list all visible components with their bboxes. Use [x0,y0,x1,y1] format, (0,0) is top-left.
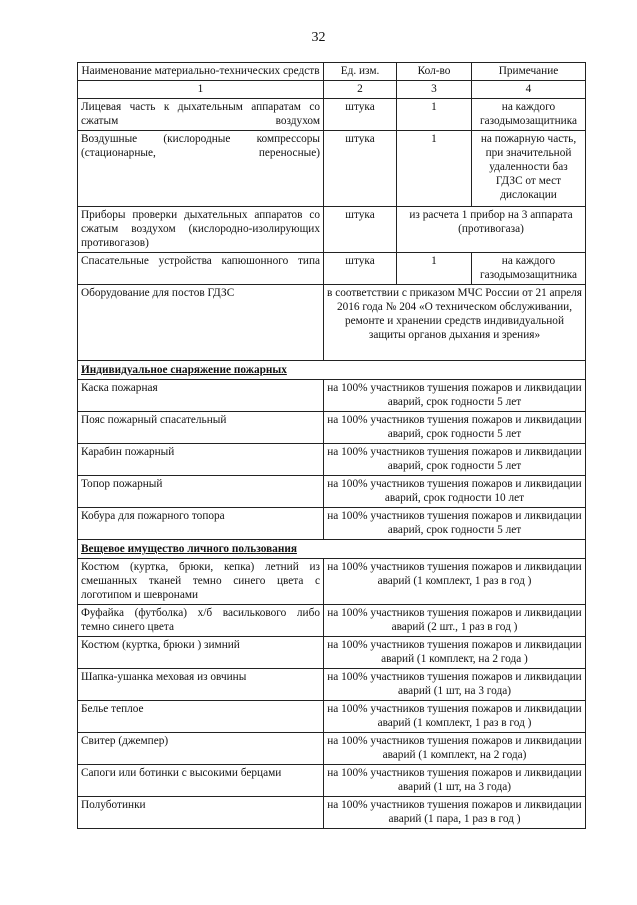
col-number: 2 [324,81,397,99]
table-row [78,131,586,207]
item-note: на 100% участников тушения пожаров и ликвидации аварий (1 комплект, 1 раз в год ) [324,559,586,605]
item-name: Костюм (куртка, брюки, кепка) летний из смешанных тканей темно синего цвета с логотипом и шевронами [78,559,324,605]
table-row [78,669,586,701]
item-note: из расчета 1 прибор на 3 аппарата (противогаза) [397,207,586,253]
section-title: Вещевое имущество личного пользования [78,540,586,559]
col-number: 3 [397,81,472,99]
table-row [78,637,586,669]
item-name: Карабин пожарный [78,444,324,476]
header-unit: Ед. изм. [324,63,397,81]
table-row [78,444,586,476]
item-note: на 100% участников тушения пожаров и ликвидации аварий (1 комплект, на 2 года) [324,733,586,765]
section-title: Индивидуальное снаряжение пожарных [78,361,586,380]
item-note: на 100% участников тушения пожаров и ликвидации аварий, срок годности 5 лет [324,412,586,444]
item-unit: штука [324,99,397,131]
item-unit: штука [324,253,397,285]
item-note: на 100% участников тушения пожаров и ликвидации аварий (1 шт, на 3 года) [324,765,586,797]
item-name: Спасательные устройства капюшонного типа [78,253,324,285]
item-name: Оборудование для постов ГДЗС [78,285,324,361]
item-qty: 1 [397,131,472,207]
item-note: на 100% участников тушения пожаров и ликвидации аварий, срок годности 5 лет [324,508,586,540]
item-note: на 100% участников тушения пожаров и ликвидации аварий (1 комплект, на 2 года ) [324,637,586,669]
item-qty: 1 [397,253,472,285]
item-name: Воздушные (кислородные компрессоры (стационарные, переносные) [78,131,324,207]
item-name: Пояс пожарный спасательный [78,412,324,444]
item-note: на 100% участников тушения пожаров и ликвидации аварий (1 пара, 1 раз в год ) [324,797,586,829]
table-row [78,207,586,253]
page-number: 32 [311,30,326,45]
table-row [78,412,586,444]
item-note: на 100% участников тушения пожаров и ликвидации аварий (1 шт, на 3 года) [324,669,586,701]
table-row [78,797,586,829]
header-name: Наименование материально-технических средств [78,63,324,81]
item-name: Костюм (куртка, брюки ) зимний [78,637,324,669]
table-row [78,701,586,733]
item-qty: 1 [397,99,472,131]
item-note: на 100% участников тушения пожаров и ликвидации аварий, срок годности 5 лет [324,380,586,412]
table-row [78,285,586,361]
item-note: на каждого газодымозащитника [472,253,586,285]
header-row [78,63,586,81]
col-number: 1 [78,81,324,99]
header-note: Примечание [472,63,586,81]
table-row [78,605,586,637]
item-name: Сапоги или ботинки с высокими берцами [78,765,324,797]
table-row [78,99,586,131]
table-row [78,253,586,285]
item-name: Полуботинки [78,797,324,829]
item-unit: штука [324,207,397,253]
item-name: Приборы проверки дыхательных аппаратов со сжатым воздухом (кислородно-изолирующих противогазов) [78,207,324,253]
item-name: Шапка-ушанка меховая из овчины [78,669,324,701]
item-note: на 100% участников тушения пожаров и ликвидации аварий (2 шт., 1 раз в год ) [324,605,586,637]
item-name: Фуфайка (футболка) х/б василькового либо темно синего цвета [78,605,324,637]
item-note: на каждого газодымозащитника [472,99,586,131]
equipment-table [77,62,586,829]
column-number-row [78,81,586,99]
item-name: Каска пожарная [78,380,324,412]
item-name: Лицевая часть к дыхательным аппаратам со сжатым воздухом [78,99,324,131]
item-name: Топор пожарный [78,476,324,508]
item-name: Белье теплое [78,701,324,733]
item-note: в соответствии с приказом МЧС России от 21 апреля 2016 года № 204 «О техническом обслуживании, ремонте и хранении средств индивидуальной защиты органов дыхания и зрения» [324,285,586,361]
item-note: на 100% участников тушения пожаров и ликвидации аварий, срок годности 10 лет [324,476,586,508]
section-header [78,361,586,380]
table-row [78,508,586,540]
table-row [78,765,586,797]
table-row [78,733,586,765]
col-number: 4 [472,81,586,99]
table-row [78,476,586,508]
section-header [78,540,586,559]
item-note: на 100% участников тушения пожаров и ликвидации аварий, срок годности 5 лет [324,444,586,476]
table-row [78,380,586,412]
item-name: Кобура для пожарного топора [78,508,324,540]
item-name: Свитер (джемпер) [78,733,324,765]
table-row [78,559,586,605]
header-qty: Кол-во [397,63,472,81]
item-unit: штука [324,131,397,207]
item-note: на пожарную часть, при значительной удаленности баз ГДЗС от мест дислокации [472,131,586,207]
item-note: на 100% участников тушения пожаров и ликвидации аварий (1 комплект, 1 раз в год ) [324,701,586,733]
